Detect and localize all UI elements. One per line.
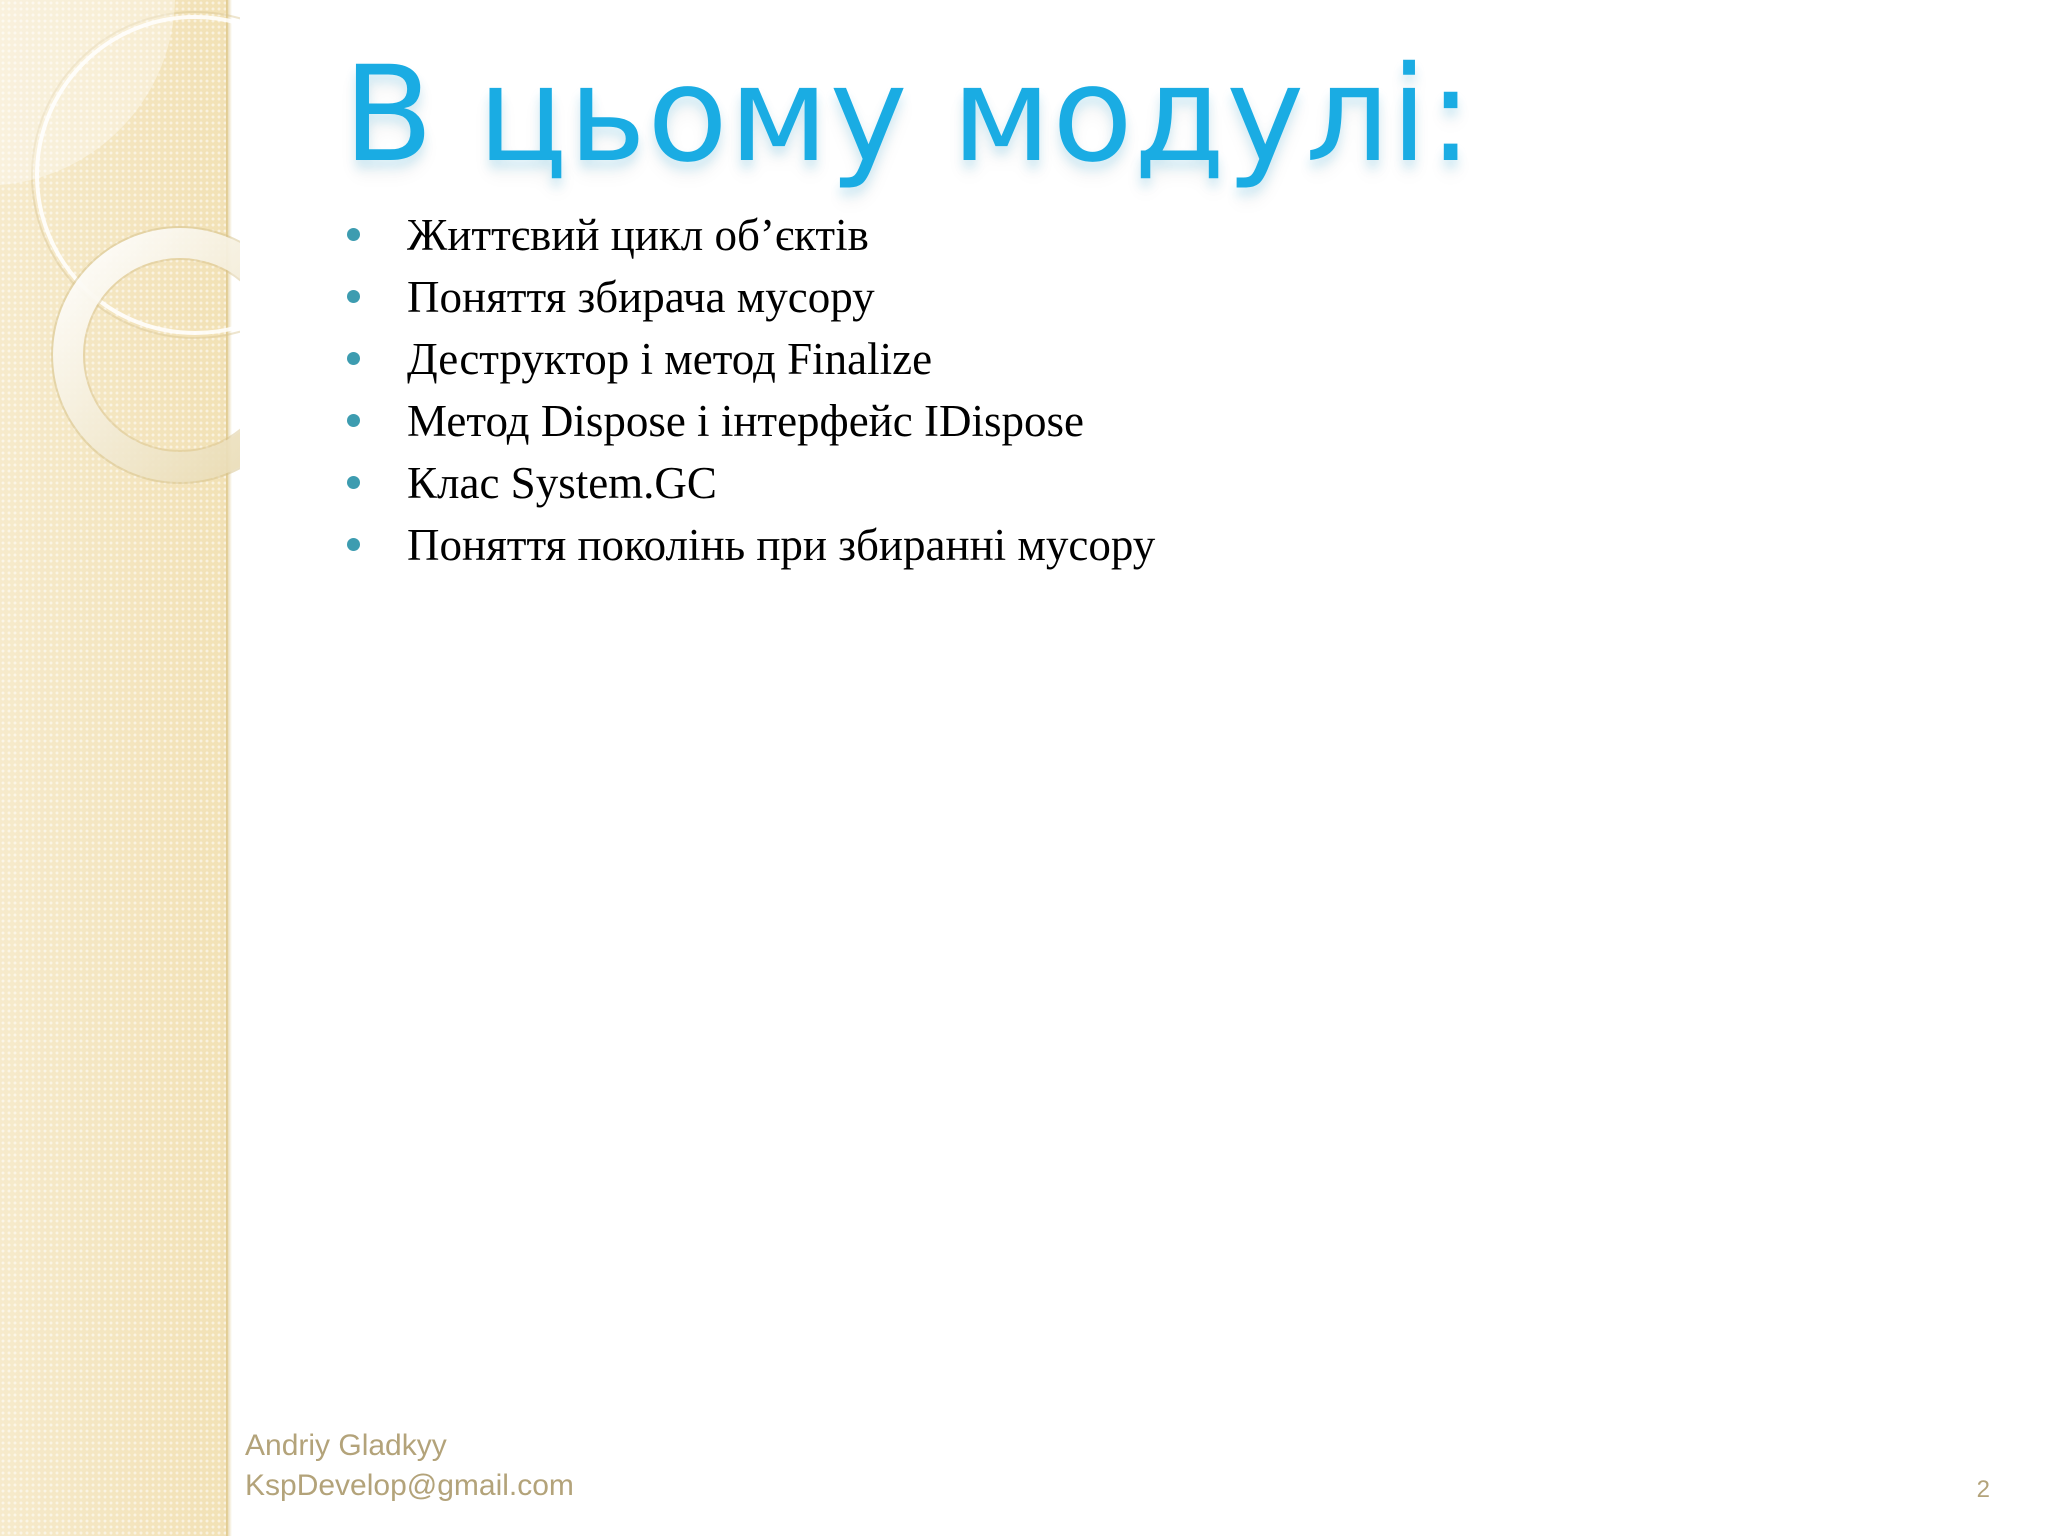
- footer-email: KspDevelop@gmail.com: [245, 1469, 574, 1502]
- footer: [245, 1426, 574, 1506]
- bullet-icon: [347, 290, 360, 303]
- list-item: [345, 266, 1155, 328]
- bullet-text: Клас System.GC: [407, 458, 717, 508]
- bullet-text: Деструктор і метод Finalize: [407, 334, 933, 384]
- list-item: [345, 328, 1155, 390]
- bullet-icon: [347, 352, 360, 365]
- bullet-text: Поняття поколінь при збиранні мусору: [407, 520, 1156, 570]
- bullet-icon: [347, 538, 360, 551]
- page-number: 2: [1976, 1476, 1990, 1503]
- list-item: [345, 452, 1155, 514]
- bullet-list: [345, 204, 1155, 576]
- bullet-icon: [347, 476, 360, 489]
- bullet-icon: [347, 414, 360, 427]
- bullet-text: Життєвий цикл об’єктів: [407, 210, 869, 260]
- bullet-icon: [347, 228, 360, 241]
- list-item: [345, 390, 1155, 452]
- bullet-text: Поняття збирача мусору: [407, 272, 875, 322]
- list-item: [345, 514, 1155, 576]
- decorative-rings: [0, 0, 240, 520]
- bullet-text: Метод Dispose і інтерфейс IDispose: [407, 396, 1084, 446]
- footer-author: Andriy Gladkyy: [245, 1429, 447, 1462]
- slide-title: В цьому модулі:: [343, 38, 1474, 192]
- list-item: [345, 204, 1155, 266]
